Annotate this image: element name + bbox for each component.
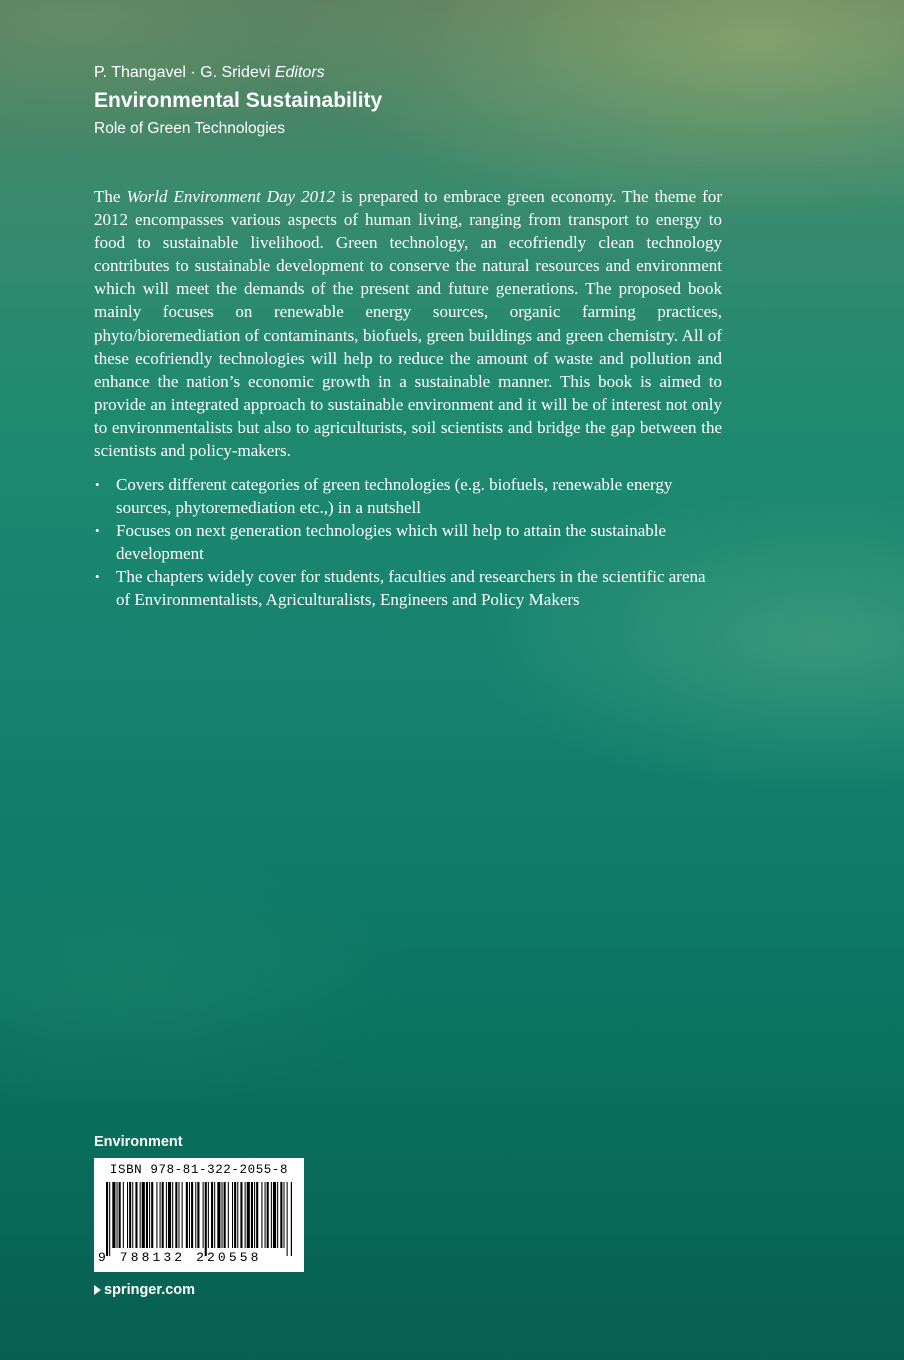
barcode-bar [106,1182,108,1256]
barcode-bar [283,1182,284,1248]
bullet-icon: • [95,477,100,492]
barcode-bar [256,1182,258,1248]
description-lead: The [94,187,127,206]
barcode-bars-icon [106,1182,292,1256]
book-description [94,185,722,462]
feature-item [94,565,722,611]
barcode-bar [245,1182,246,1248]
feature-text: The chapters widely cover for students, faculties and researchers in the scientific arena of Environmentalists, Agriculturalists, Engineers and Policy Makers [116,567,706,610]
barcode-bar [135,1182,137,1248]
barcode-bar [234,1182,236,1248]
cover-header [94,62,382,140]
feature-text: Covers different categories of green technologies (e.g. biofuels, renewable energy sources, phytoremediation etc.,) in a nutshell [116,475,673,518]
barcode-bar [271,1182,272,1248]
editors-role: Editors [274,64,325,81]
bullet-icon: • [95,523,100,539]
barcode-bar [127,1182,128,1248]
feature-list [94,473,722,612]
barcode-bar [178,1182,179,1248]
barcode-bar [166,1182,167,1248]
barcode-bar [186,1182,188,1248]
barcode-bar [151,1182,153,1248]
barcode-bar [142,1182,145,1248]
barcode-bar [160,1182,161,1248]
barcode-bar [168,1182,171,1248]
feature-item [94,473,722,519]
barcode-bar [112,1182,115,1248]
barcode-bar [182,1182,183,1248]
barcode-bar [273,1182,276,1248]
barcode-bar [222,1182,223,1248]
barcode-bar [123,1182,124,1248]
description-body: is prepared to embrace green economy. The theme for 2012 encompasses various aspects of human living, ranging from transport to energy to food to sustainable livelihood. Green technology, an ecofriendly clean technology contributes to sustainable development to conserve the natural resources and environment which will meet the demands of the present and future generations. The proposed book mainly focuses on renewable energy sources, organic farming practices, phyto/bioremediation of contaminants, biofuels, green buildings and green chemistry. All of these ecofriendly technologies will help to reduce the amount of waste and pollution and enhance the nation’s economic growth in a sustainable manner. This book is aimed to provide an integrated approach to sustainable environment and it will be of interest not only to environmentalists but also to agriculturists, soil scientists and bridge the gap between the scientists and policy-makers. [94,187,722,461]
barcode-bar [162,1182,164,1248]
barcode-bar [146,1182,148,1248]
arrow-right-icon [94,1285,101,1295]
barcode-bar [140,1182,141,1248]
barcode-bar [261,1182,262,1248]
barcode-bar [175,1182,177,1248]
barcode-bar [217,1182,220,1248]
website-label: springer.com [104,1282,196,1298]
barcode-bar [156,1182,157,1248]
barcode-bar [211,1182,213,1248]
barcode-bar [117,1182,118,1248]
bullet-icon: • [95,569,100,585]
barcode-bar [237,1182,238,1248]
book-title: Environmental Sustainability [94,89,383,112]
publisher-website[interactable] [94,1280,195,1300]
barcode-bar [119,1182,121,1248]
barcode-bar [191,1182,193,1248]
barcode-bar [291,1182,292,1256]
barcode-bar [214,1182,215,1248]
feature-text: Focuses on next generation technologies which will help to attain the sustainable development [116,521,667,564]
isbn-label: ISBN 978-81-322-2055-8 [109,1163,289,1177]
barcode-bar [205,1182,207,1256]
barcode-bar [189,1182,190,1248]
barcode-bar [277,1182,278,1248]
editor-names: P. Thangavel · G. Sridevi [94,64,271,81]
feature-item [94,519,722,565]
barcode-bar [208,1182,209,1248]
barcode-bar [280,1182,282,1248]
barcode-bar [203,1182,204,1248]
barcode-bar [224,1182,226,1248]
barcode-bar [251,1182,253,1248]
subject-category: Environment [94,1134,183,1150]
barcode-bar [287,1182,288,1256]
barcode-bar [149,1182,150,1248]
editors-line [94,62,382,84]
barcode-bar [109,1182,110,1256]
barcode-bar [247,1182,250,1248]
barcode-bar [240,1182,242,1248]
barcode-bar [254,1182,255,1248]
isbn-barcode [94,1158,304,1272]
barcode-bar [228,1182,229,1248]
barcode-bar [197,1182,199,1248]
barcode-bar [132,1182,133,1248]
barcode-bar [129,1182,131,1248]
description-emphasis: World Environment Day 2012 [126,187,336,206]
barcode-bar [232,1182,233,1248]
barcode-bar [267,1182,269,1248]
barcode-bar [172,1182,173,1248]
ean-digits: 9 788132 220558 [98,1250,262,1265]
book-subtitle: Role of Green Technologies [94,120,286,137]
barcode-bar [195,1182,196,1248]
barcode-bar [265,1182,266,1248]
